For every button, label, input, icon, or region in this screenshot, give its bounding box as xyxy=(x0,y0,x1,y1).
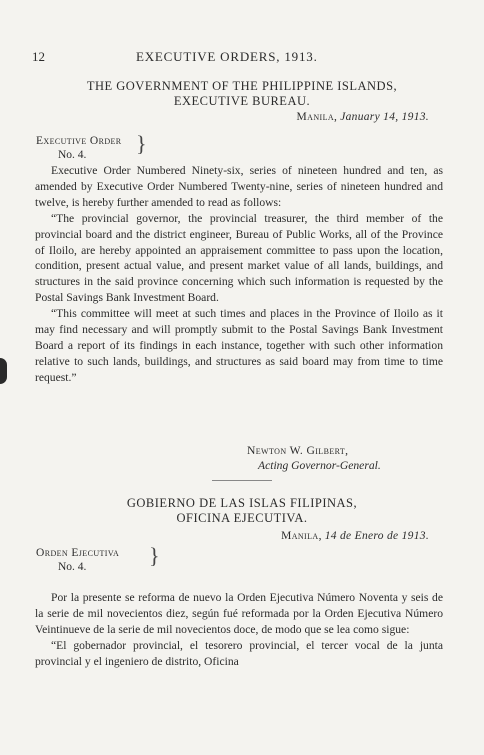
spanish-heading-line1: GOBIERNO DE LAS ISLAS FILIPINAS, xyxy=(126,496,358,510)
english-heading-line1: THE GOVERNMENT OF THE PHILIPPINE ISLANDS, xyxy=(86,79,398,93)
english-paragraph-3: “This committee will meet at such times and places in the Province of Iloilo as it may find necessary and will promptly submit to the Postal Savings Bank Investment Board a report of its findings in each instance, together with such other information relative to such lands, buildings, and structures as said board may from time to time request.” xyxy=(35,307,443,384)
english-body xyxy=(35,163,443,386)
english-paragraph-1: Executive Order Numbered Ninety-six, series of nineteen hundred and ten, as amended by Executive Order Numbered Twenty-nine, series of nineteen hundred and twelve, is hereby further amended to read as follows: xyxy=(35,164,443,209)
spanish-order-no: No. 4. xyxy=(58,561,87,573)
spanish-paragraph-1: Por la presente se reforma de nuevo la Orden Ejecutiva Número Noventa y seis de la serie de mil novecientos diez, según fué reformada por la Orden Ejecutiva Número Veintinueve de la serie de mil novecientos doce, de modo que se lea como sigue: xyxy=(35,591,443,636)
spanish-dateline-date: 14 de Enero de 1913. xyxy=(324,530,429,542)
spanish-brace: } xyxy=(149,543,160,568)
page-scan-blot xyxy=(0,358,7,384)
page-number: 12 xyxy=(32,49,45,64)
section-divider xyxy=(212,480,272,481)
spanish-order-number xyxy=(36,546,119,574)
english-order-label: Executive Order xyxy=(36,135,122,147)
spanish-body xyxy=(35,590,443,670)
english-dateline-place: Manila, xyxy=(296,111,338,123)
english-dateline-date: January 14, 1913. xyxy=(340,111,429,123)
spanish-dateline xyxy=(281,530,429,542)
english-order-number xyxy=(36,134,122,162)
english-paragraph-2: “The provincial governor, the provincial treasurer, the third member of the provincial board and the district engineer, Bureau of Public Works, all of the Province of Iloilo, are hereby appointed an appraisement committee to pass upon the location, condition, present actual value, and present market value of all lands, buildings, and structures in the said province concerning which such information is requested by the Postal Savings Bank Investment Board. xyxy=(35,211,443,305)
spanish-dateline-place: Manila, xyxy=(281,530,322,542)
english-brace: } xyxy=(136,131,147,156)
spanish-heading-line2: OFICINA EJECUTIVA. xyxy=(176,511,308,525)
spanish-order-label: Orden Ejecutiva xyxy=(36,547,120,559)
signatory-title: Acting Governor-General. xyxy=(258,459,381,472)
running-title: EXECUTIVE ORDERS, 1913. xyxy=(136,49,318,64)
english-dateline xyxy=(297,111,429,123)
english-order-no: No. 4. xyxy=(58,149,87,161)
signatory-name: Newton W. Gilbert, xyxy=(247,444,349,457)
spanish-paragraph-2: “El gobernador provincial, el tesorero provincial, el tercer vocal de la junta provincial y el ingeniero de distrito, Oficina xyxy=(35,638,443,668)
english-heading-line2: EXECUTIVE BUREAU. xyxy=(173,94,311,108)
